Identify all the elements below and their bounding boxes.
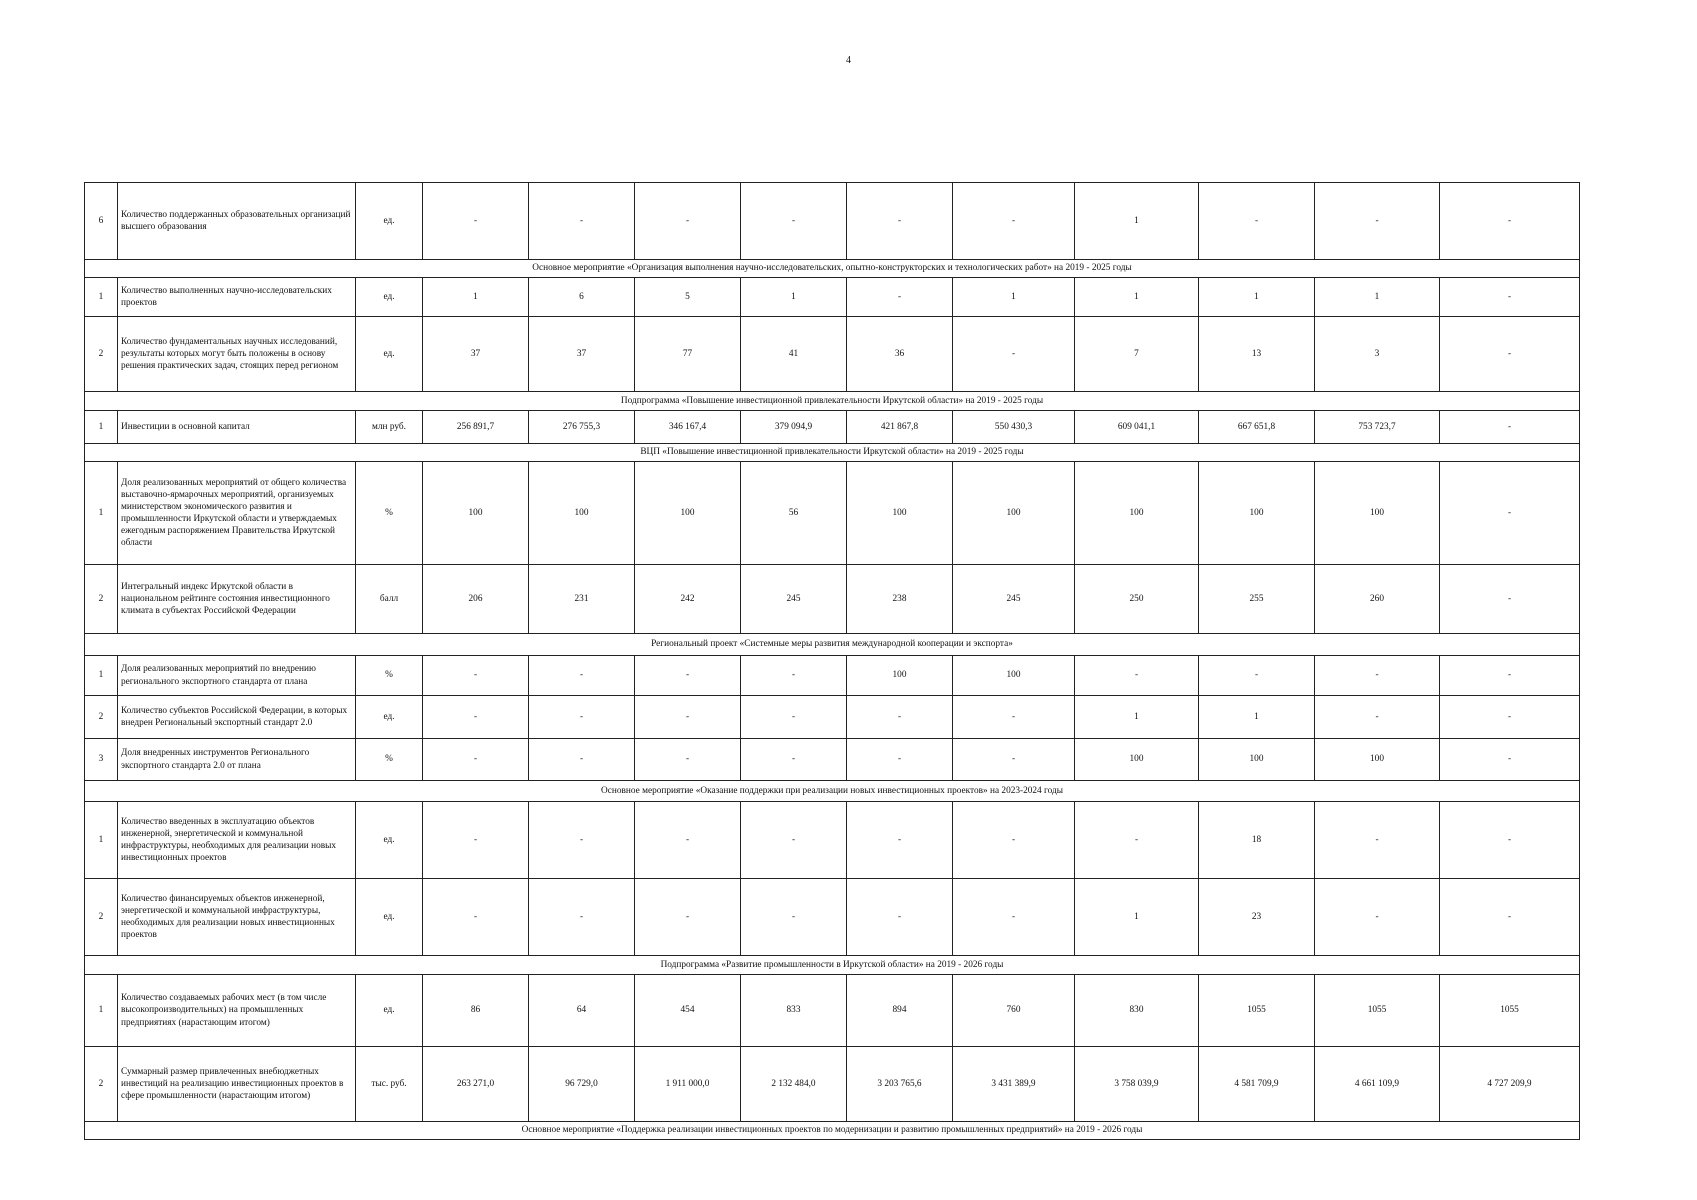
value-cell: 245	[741, 565, 847, 634]
value-cell: 833	[741, 975, 847, 1047]
table-row	[85, 739, 1580, 781]
table-row	[85, 411, 1580, 444]
table-row	[85, 462, 1580, 565]
table-row	[85, 278, 1580, 317]
unit: ед.	[356, 317, 423, 392]
value-cell: -	[1440, 802, 1580, 879]
value-cell: 18	[1199, 802, 1315, 879]
section-title: ВЦП «Повышение инвестиционной привлекательности Иркутской области» на 2019 - 2025 годы	[85, 444, 1580, 462]
value-cell: -	[635, 656, 741, 696]
value-cell: -	[423, 879, 529, 956]
value-cell: 894	[847, 975, 953, 1047]
unit: ед.	[356, 802, 423, 879]
value-cell: 100	[1075, 462, 1199, 565]
indicators-table	[84, 182, 1580, 1140]
value-cell: 37	[423, 317, 529, 392]
value-cell: 3 758 039,9	[1075, 1047, 1199, 1122]
value-cell: -	[1315, 656, 1440, 696]
value-cell: -	[1315, 183, 1440, 260]
row-number: 1	[85, 656, 118, 696]
row-number: 1	[85, 278, 118, 317]
value-cell: 3 203 765,6	[847, 1047, 953, 1122]
value-cell: -	[1440, 278, 1580, 317]
value-cell: 242	[635, 565, 741, 634]
value-cell: -	[423, 183, 529, 260]
value-cell: -	[741, 696, 847, 739]
value-cell: 260	[1315, 565, 1440, 634]
value-cell: 5	[635, 278, 741, 317]
table-row	[85, 879, 1580, 956]
value-cell: 255	[1199, 565, 1315, 634]
value-cell: 1	[1315, 278, 1440, 317]
value-cell: 256 891,7	[423, 411, 529, 444]
value-cell: -	[529, 879, 635, 956]
section-title: Основное мероприятие «Поддержка реализации инвестиционных проектов по модернизации и развитию промышленных предприятий» на 2019 - 2026 годы	[85, 1122, 1580, 1140]
value-cell: 41	[741, 317, 847, 392]
row-number: 3	[85, 739, 118, 781]
indicator-name: Количество фундаментальных научных исследований, результаты которых могут быть положены в основу решения практических задач, стоящих перед регионом	[118, 317, 356, 392]
section-title: Подпрограмма «Развитие промышленности в Иркутской области» на 2019 - 2026 годы	[85, 956, 1580, 975]
row-number: 1	[85, 462, 118, 565]
table-row	[85, 696, 1580, 739]
value-cell: -	[953, 696, 1075, 739]
value-cell: 231	[529, 565, 635, 634]
value-cell: -	[1199, 656, 1315, 696]
value-cell: -	[1440, 565, 1580, 634]
value-cell: 667 651,8	[1199, 411, 1315, 444]
value-cell: 100	[635, 462, 741, 565]
value-cell: -	[529, 802, 635, 879]
value-cell: 346 167,4	[635, 411, 741, 444]
value-cell: 238	[847, 565, 953, 634]
value-cell: -	[1440, 411, 1580, 444]
value-cell: 1	[1075, 183, 1199, 260]
value-cell: 1055	[1315, 975, 1440, 1047]
value-cell: -	[953, 879, 1075, 956]
value-cell: -	[953, 802, 1075, 879]
value-cell: 1	[741, 278, 847, 317]
table-row	[85, 565, 1580, 634]
value-cell: 760	[953, 975, 1075, 1047]
indicator-name: Количество введенных в эксплуатацию объектов инженерной, энергетической и коммунальной инфраструктуры, необходимых для реализации новых инвестиционных проектов	[118, 802, 356, 879]
value-cell: -	[953, 317, 1075, 392]
value-cell: -	[1315, 802, 1440, 879]
value-cell: -	[423, 802, 529, 879]
value-cell: 3 431 389,9	[953, 1047, 1075, 1122]
value-cell: -	[847, 183, 953, 260]
value-cell: 100	[1315, 462, 1440, 565]
row-number: 1	[85, 975, 118, 1047]
value-cell: -	[1440, 879, 1580, 956]
value-cell: 3	[1315, 317, 1440, 392]
unit: ед.	[356, 278, 423, 317]
value-cell: 276 755,3	[529, 411, 635, 444]
value-cell: -	[1440, 317, 1580, 392]
value-cell: -	[635, 696, 741, 739]
value-cell: -	[1440, 183, 1580, 260]
section-header-row	[85, 634, 1580, 656]
value-cell: 77	[635, 317, 741, 392]
unit: %	[356, 656, 423, 696]
value-cell: -	[529, 739, 635, 781]
value-cell: 64	[529, 975, 635, 1047]
indicator-name: Доля внедренных инструментов Регионального экспортного стандарта 2.0 от плана	[118, 739, 356, 781]
value-cell: -	[953, 183, 1075, 260]
indicator-name: Количество финансируемых объектов инженерной, энергетической и коммунальной инфраструктуры, необходимых для реализации новых инвестиционных проектов	[118, 879, 356, 956]
unit: ед.	[356, 879, 423, 956]
value-cell: -	[847, 696, 953, 739]
value-cell: 100	[847, 656, 953, 696]
row-number: 2	[85, 1047, 118, 1122]
value-cell: 36	[847, 317, 953, 392]
indicator-name: Количество поддержанных образовательных организаций высшего образования	[118, 183, 356, 260]
value-cell: -	[1440, 462, 1580, 565]
value-cell: 263 271,0	[423, 1047, 529, 1122]
value-cell: 100	[1199, 739, 1315, 781]
value-cell: -	[741, 183, 847, 260]
value-cell: 830	[1075, 975, 1199, 1047]
value-cell: 100	[1315, 739, 1440, 781]
value-cell: -	[423, 739, 529, 781]
section-header-row	[85, 956, 1580, 975]
value-cell: 250	[1075, 565, 1199, 634]
value-cell: -	[847, 879, 953, 956]
value-cell: 100	[423, 462, 529, 565]
indicator-name: Инвестиции в основной капитал	[118, 411, 356, 444]
value-cell: 1	[1199, 278, 1315, 317]
value-cell: -	[741, 879, 847, 956]
unit: %	[356, 462, 423, 565]
section-title: Подпрограмма «Повышение инвестиционной привлекательности Иркутской области» на 2019 - 2025 годы	[85, 392, 1580, 411]
section-header-row	[85, 392, 1580, 411]
value-cell: -	[1199, 183, 1315, 260]
value-cell: -	[529, 656, 635, 696]
unit: ед.	[356, 696, 423, 739]
value-cell: 379 094,9	[741, 411, 847, 444]
value-cell: -	[635, 183, 741, 260]
value-cell: 753 723,7	[1315, 411, 1440, 444]
unit: балл	[356, 565, 423, 634]
value-cell: 100	[953, 462, 1075, 565]
value-cell: 1 911 000,0	[635, 1047, 741, 1122]
value-cell: 100	[529, 462, 635, 565]
section-title: Основное мероприятие «Организация выполнения научно-исследовательских, опытно-конструкторских и технологических работ» на 2019 - 2025 годы	[85, 260, 1580, 278]
value-cell: -	[741, 739, 847, 781]
value-cell: 609 041,1	[1075, 411, 1199, 444]
value-cell: 37	[529, 317, 635, 392]
value-cell: 4 661 109,9	[1315, 1047, 1440, 1122]
value-cell: 86	[423, 975, 529, 1047]
unit: ед.	[356, 975, 423, 1047]
value-cell: 550 430,3	[953, 411, 1075, 444]
indicator-name: Суммарный размер привлеченных внебюджетных инвестиций на реализацию инвестиционных проектов в сфере промышленности (нарастающим итогом)	[118, 1047, 356, 1122]
value-cell: -	[847, 802, 953, 879]
value-cell: 56	[741, 462, 847, 565]
value-cell: 4 581 709,9	[1199, 1047, 1315, 1122]
value-cell: 6	[529, 278, 635, 317]
table-row	[85, 802, 1580, 879]
value-cell: -	[847, 739, 953, 781]
indicator-name: Количество выполненных научно-исследовательских проектов	[118, 278, 356, 317]
value-cell: -	[529, 183, 635, 260]
value-cell: -	[1315, 879, 1440, 956]
value-cell: 245	[953, 565, 1075, 634]
value-cell: -	[635, 879, 741, 956]
value-cell: 1	[1075, 696, 1199, 739]
value-cell: -	[635, 739, 741, 781]
section-header-row	[85, 781, 1580, 802]
value-cell: 1	[1075, 879, 1199, 956]
row-number: 1	[85, 802, 118, 879]
value-cell: 2 132 484,0	[741, 1047, 847, 1122]
table-body	[85, 183, 1580, 1140]
value-cell: -	[423, 696, 529, 739]
table-row	[85, 1047, 1580, 1122]
table-row	[85, 183, 1580, 260]
section-header-row	[85, 260, 1580, 278]
value-cell: 7	[1075, 317, 1199, 392]
value-cell: -	[741, 802, 847, 879]
value-cell: -	[1075, 802, 1199, 879]
value-cell: -	[1440, 696, 1580, 739]
value-cell: 1	[1075, 278, 1199, 317]
indicator-name: Интегральный индекс Иркутской области в национальном рейтинге состояния инвестиционного климата в субъектах Российской Федерации	[118, 565, 356, 634]
section-header-row	[85, 444, 1580, 462]
table-row	[85, 656, 1580, 696]
value-cell: -	[1440, 739, 1580, 781]
value-cell: 100	[1075, 739, 1199, 781]
row-number: 2	[85, 317, 118, 392]
value-cell: -	[529, 696, 635, 739]
unit: тыс. руб.	[356, 1047, 423, 1122]
unit: %	[356, 739, 423, 781]
section-title: Основное мероприятие «Оказание поддержки при реализации новых инвестиционных проектов» на 2023-2024 годы	[85, 781, 1580, 802]
value-cell: -	[741, 656, 847, 696]
table-row	[85, 317, 1580, 392]
indicator-name: Количество субъектов Российской Федерации, в которых внедрен Региональный экспортный стандарт 2.0	[118, 696, 356, 739]
section-title: Региональный проект «Системные меры развития международной кооперации и экспорта»	[85, 634, 1580, 656]
value-cell: 23	[1199, 879, 1315, 956]
value-cell: 1	[953, 278, 1075, 317]
value-cell: 454	[635, 975, 741, 1047]
row-number: 6	[85, 183, 118, 260]
value-cell: -	[953, 739, 1075, 781]
value-cell: -	[1075, 656, 1199, 696]
value-cell: 1	[1199, 696, 1315, 739]
value-cell: -	[1440, 656, 1580, 696]
value-cell: 100	[847, 462, 953, 565]
value-cell: 100	[1199, 462, 1315, 565]
value-cell: 4 727 209,9	[1440, 1047, 1580, 1122]
page-number: 4	[846, 55, 851, 66]
section-header-row	[85, 1122, 1580, 1140]
row-number: 2	[85, 565, 118, 634]
row-number: 1	[85, 411, 118, 444]
indicator-name: Доля реализованных мероприятий от общего количества выставочно-ярмарочных мероприятий, организуемых министерством экономического развития и промышленности Иркутской области и утверждаемых ежегодным распоряжением Правительства Иркутской области	[118, 462, 356, 565]
value-cell: -	[1315, 696, 1440, 739]
value-cell: 421 867,8	[847, 411, 953, 444]
indicator-name: Количество создаваемых рабочих мест (в том числе высокопроизводительных) на промышленных предприятиях (нарастающим итогом)	[118, 975, 356, 1047]
value-cell: -	[423, 656, 529, 696]
value-cell: 1055	[1440, 975, 1580, 1047]
value-cell: 13	[1199, 317, 1315, 392]
table-row	[85, 975, 1580, 1047]
row-number: 2	[85, 696, 118, 739]
row-number: 2	[85, 879, 118, 956]
value-cell: 1055	[1199, 975, 1315, 1047]
value-cell: 100	[953, 656, 1075, 696]
unit: ед.	[356, 183, 423, 260]
value-cell: -	[635, 802, 741, 879]
value-cell: 96 729,0	[529, 1047, 635, 1122]
indicator-name: Доля реализованных мероприятий по внедрению регионального экспортного стандарта от плана	[118, 656, 356, 696]
unit: млн руб.	[356, 411, 423, 444]
value-cell: -	[847, 278, 953, 317]
value-cell: 206	[423, 565, 529, 634]
value-cell: 1	[423, 278, 529, 317]
